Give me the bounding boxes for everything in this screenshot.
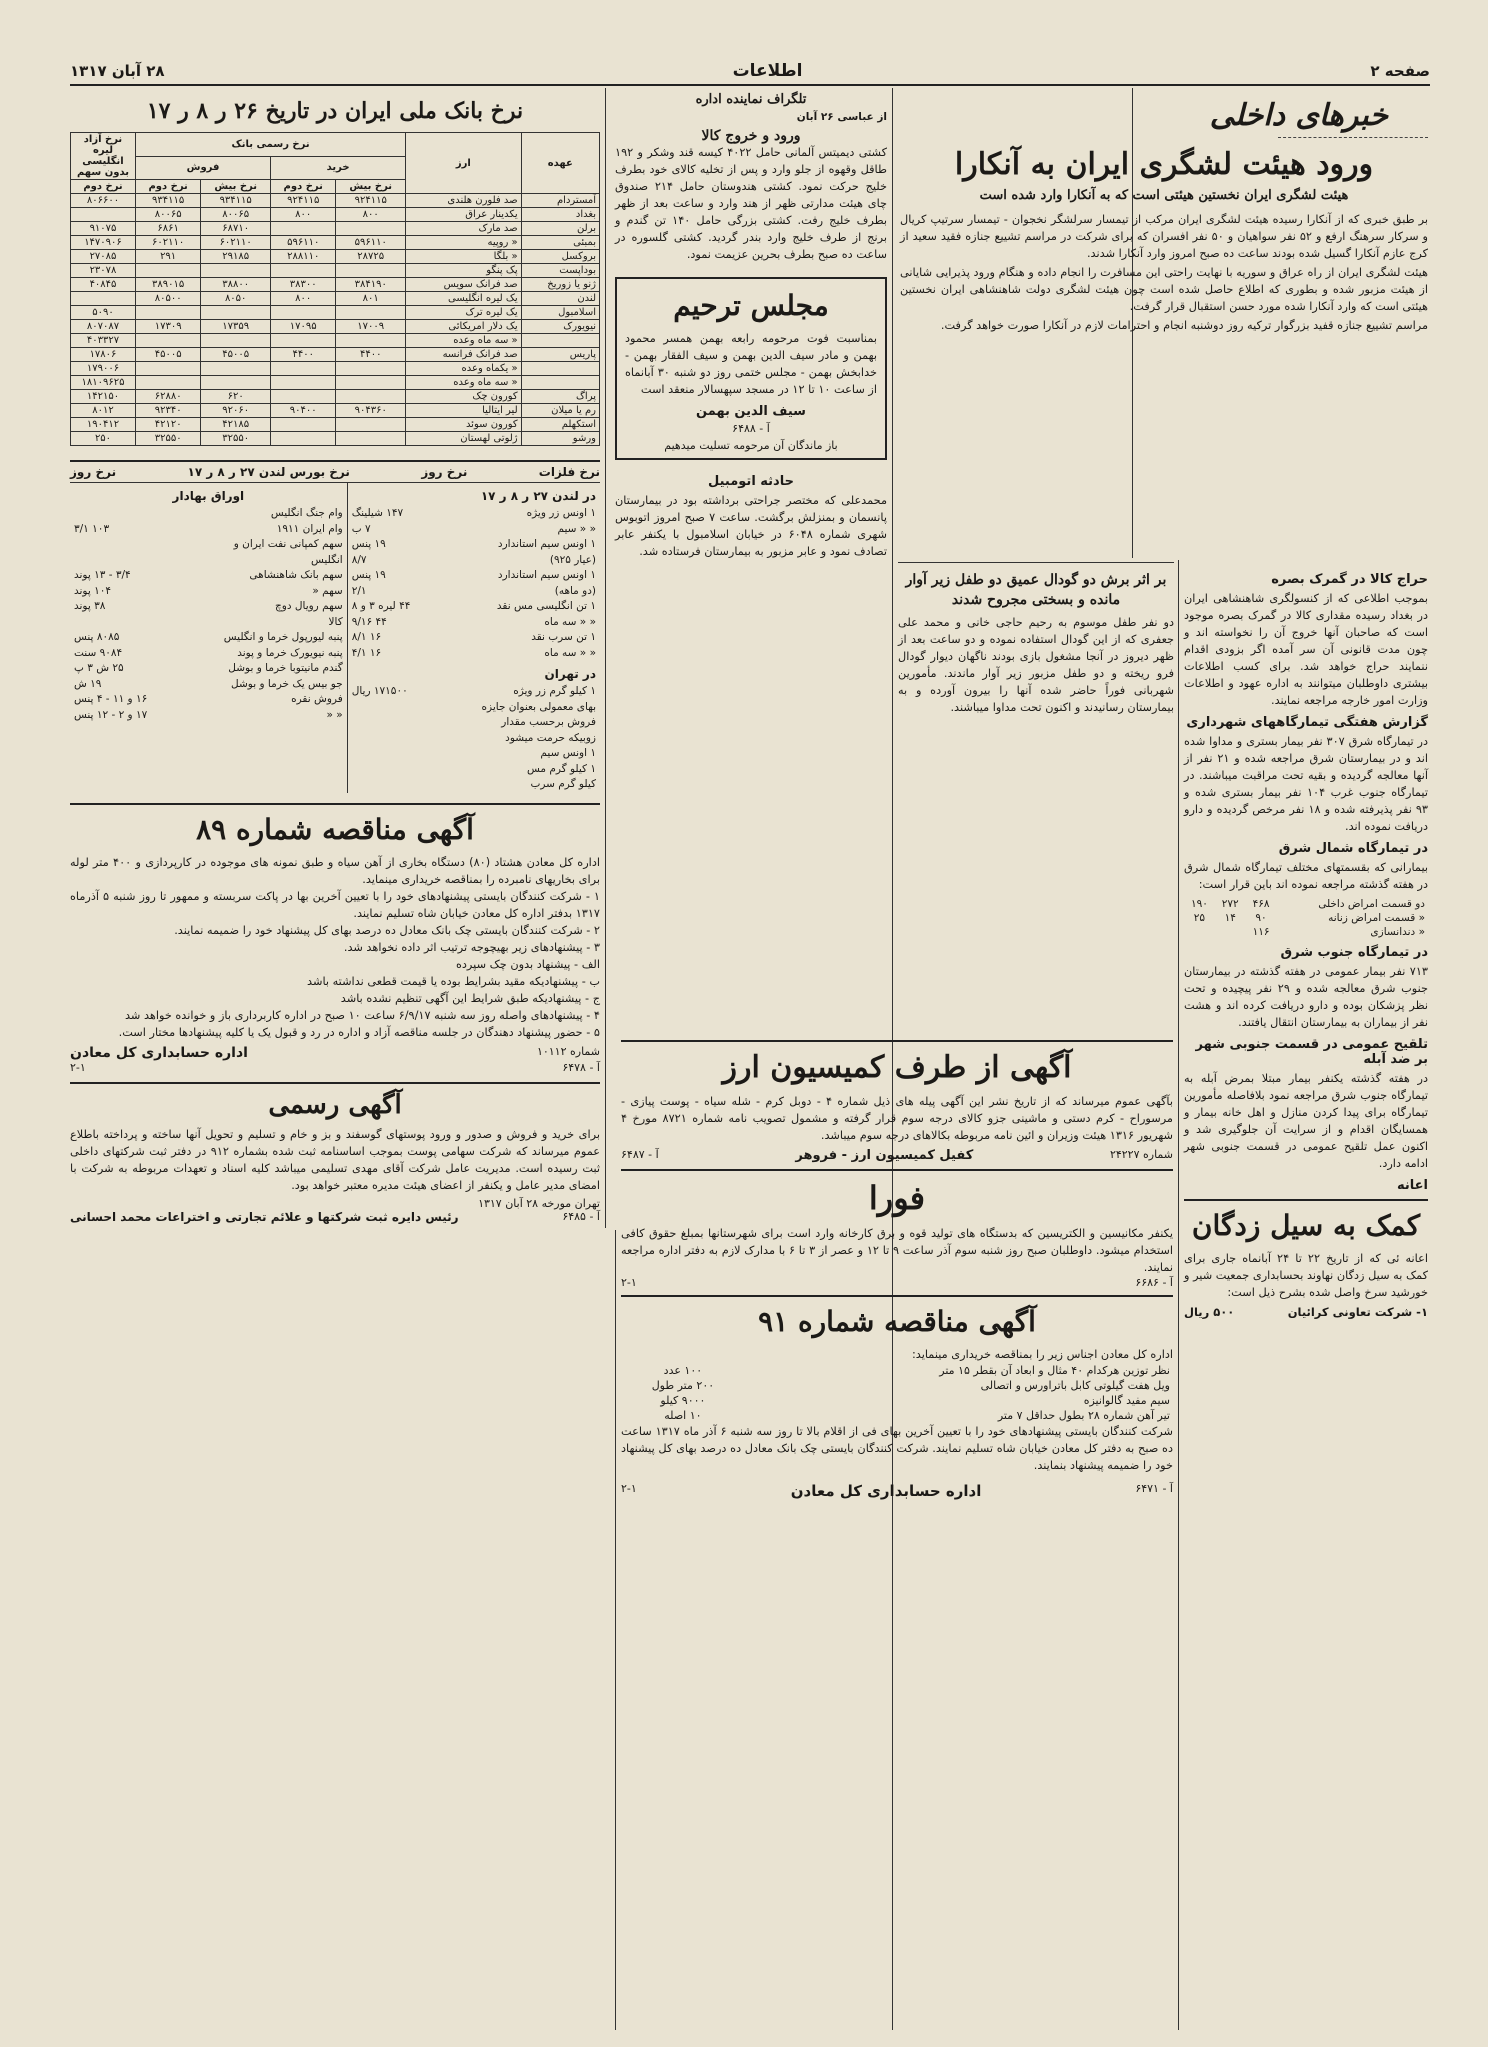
- list-item: سهم کمپانی نفت ایران و انگلیس: [233, 538, 343, 566]
- list-item: ب - پیشنهادیکه مقید بشرایط بوده یا قیمت قطعی نداشته باشد: [307, 974, 600, 988]
- table-cell: ۴۲۱۲۰: [136, 418, 201, 432]
- table-cell: ورشو: [521, 432, 599, 446]
- table-row: نرخ بیش نرخ دوم نرخ بیش نرخ دوم نرخ دوم: [71, 180, 600, 194]
- table-cell: نیویورک: [521, 320, 599, 334]
- table-cell: ۸۰۷۰۸۷: [71, 320, 136, 334]
- subsection-text: بموجب اطلاعی که از کنسولگری شاهنشاهی ایران در بغداد رسیده مقداری کالا در گمرک بصره موجود است که صاحبان آنها خروج آن را نخواسته اند و چون مدت قانونی آن سر آمده اگر بزودی اقدام ننمایند حراج خواهد شد. برای کسب اطلاعات بیشتری داوطلبان میتوانند به اداره عهود و اطلاعات وزارت امور خارجه مراجعه نمایند.: [1184, 592, 1428, 707]
- table-row: « قسمت امراض زنانه ۹۰ ۱۴ ۲۵: [1193, 912, 1425, 924]
- commission-ad: [621, 1040, 1173, 1163]
- tender91-title: آگهی مناقصه شماره ۹۱: [758, 1305, 1036, 1338]
- table-cell: [336, 306, 406, 320]
- table-row: [71, 348, 600, 362]
- table-cell: ۴۵۰۰۵: [136, 348, 201, 362]
- table-row: [71, 250, 600, 264]
- official-footer: آ - ۶۴۸۵ رئیس دایره ثبت شرکتها و علائم تجارتی و اختراعات محمد احسانی: [70, 1209, 600, 1224]
- metals-body: [70, 483, 600, 793]
- list-item: ۱ تن انگلیسی مس نقد ۴۴ لیره ۳ و ۸: [351, 600, 596, 612]
- table-cell: ۱۹۰۴۱۲: [71, 418, 136, 432]
- table-cell: ژنو یا زوریخ: [521, 278, 599, 292]
- table-cell: یک دلار امریکائی: [406, 320, 521, 334]
- table-cell: ۶۲۰: [201, 390, 271, 404]
- list-item: ۱ - شرکت کنندگان بایستی پیشنهادهای خود را با تعیین آخرین بها در پاکت سربسته و ممهور تا روز شنبه ۵ آذرماه ۱۳۱۷ بدفتر اداره کل معادن خیابان شاه تسلیم نمایند.: [70, 889, 600, 920]
- table-row: [71, 292, 600, 306]
- table-cell: [336, 390, 406, 404]
- table-cell: [271, 418, 336, 432]
- table-cell: ۹۰۴۰۰: [271, 404, 336, 418]
- urgent-text: یکنفر مکانیسین و الکتریسین که بدستگاه های تولید قوه و برق کارخانه وارد است برای شهرستانها بمبلغ حقوق کافی استخدام میشود. داوطلبان صبح روز شنبه سوم آذر ساعت ۹ تا ۱۲ و عصر از ۳ تا ۶ با مدارک لازم به دفتر اداره مراجعه نمایند.: [621, 1227, 1173, 1274]
- table-cell: [271, 376, 336, 390]
- commission-footer: شماره ۲۴۲۲۷ کفیل کمیسیون ارز - فروهر آ - ۶۴۸۷: [621, 1148, 1173, 1163]
- table-row: نظر توزین هرکدام ۴۰ مثال و ابعاد آن بقطر ۱۵ متر ۱۰۰ عدد: [663, 1364, 1170, 1377]
- tender89-ref: آ - ۶۴۷۸ ۲-۱: [70, 1060, 600, 1074]
- table-cell: [201, 362, 271, 376]
- table-cell: ۱۷۰۰۹: [336, 320, 406, 334]
- table-cell: ۲۷۰۸۵: [71, 250, 136, 264]
- table-cell: [336, 222, 406, 236]
- memorial-text: بمناسبت فوت مرحومه رابعه بهمن همسر محمود بهمن و مادر سیف الدین بهمن و سیف الفقار بهمن - خدابخش بهمن - مجلس ختمی روز دو شنبه ۳۰ آبانماه از ساعت ۱۰ تا ۱۲ در مسجد سپهسالار منعقد است: [625, 332, 877, 396]
- accident-text: دو نفر طفل موسوم به رحیم حاجی خانی و محمد علی جعفری که از این گودال استفاده نموده و دو ساعت بعد از ظهر دیروز در آنجا مشغول بازی بودند ناگهان دیوار گودال فرو ریخته و دو طفل مزبور زیر آوار ماندند. مأمورین شهربانی فوراً حاضر شده آنها را بیرون آورده و به بیمارستان رسانیدند و اکنون تحت مداوا میباشند.: [898, 616, 1174, 714]
- table-cell: ۵۹۶۱۱۰: [336, 236, 406, 250]
- table-row: [71, 208, 600, 222]
- table-cell: ۹۲۴۱۱۵: [271, 194, 336, 208]
- table-cell: [521, 376, 599, 390]
- table-cell: [521, 362, 599, 376]
- column-rule: [605, 88, 606, 1228]
- urgent-footer: آ - ۶۶۸۶ ۲-۱: [621, 1276, 1173, 1289]
- list-item: پنبه نیویورک خرما و پوند ۹۰۸۴ سنت: [74, 646, 343, 659]
- table-cell: ۲۵۰: [71, 432, 136, 446]
- list-item: ۱ اونس سیم: [540, 747, 596, 759]
- table-row: « دندانسازی ۱۱۶: [1252, 926, 1425, 938]
- table-cell: [136, 376, 201, 390]
- table-cell: کورون سوئد: [406, 418, 521, 432]
- aid-title: کمک به سیل زدگان: [1191, 1209, 1421, 1242]
- article-body: [900, 211, 1428, 334]
- masthead-paper: اطلاعات: [732, 61, 803, 81]
- london-metals: در لندن ۲۷ ر ۸ ر ۱۷ ۱ اونس زر ویژه ۱۴۷ شیلینگ « « سیم ۷ ب ۱ اونس سیم استاندارد ۱۹ پنس (عیار ۹۲۵) ۸/۷ ۱ اونس سیم استاندارد ۱۹ پنس (دو ماهه) ۲/۱ ۱ تن انگلیسی مس نقد ۴۴ لیره ۳ و ۸ « « سه ماه ۴۴ ۹/۱۶ ۱ تن سرب نقد ۱۶ ۸/۱ « « سه ماه ۱۶ ۴/۱ در تهران ۱ کیلو گرم زر ویژه ۱۷۱۵۰۰ ریال بهای معمولی بعنوان جایزه فروش برحسب مقدار زوبیکه حرمت میشود ۱ اونس سیم ۱ کیلو گرم مس کیلو گرم سرب: [347, 483, 600, 793]
- list-item: ۲ - شرکت کنندگان بایستی چک بانک معادل ده درصد بهای کل پیشنهاد خود را ضمیمه نمایند.: [174, 923, 600, 937]
- rates-column: [70, 92, 600, 2030]
- table-cell: ۴۲۱۸۵: [201, 418, 271, 432]
- table-row: [71, 264, 600, 278]
- table-cell: [271, 432, 336, 446]
- table-cell: ۹۳۴۱۱۵: [136, 194, 201, 208]
- rates-title: نرخ بانک ملی ایران در تاریخ ۲۶ ر ۸ ر ۱۷: [146, 98, 524, 124]
- commission-text: بآگهی عموم میرساند که از تاریخ نشر این آگهی پیله های ذیل شماره ۴ - دوبل کرم - شله سیاه - پوست پیازی - مرسوراح - کرم دستی و ماشینی جزو کالای درجه سوم قرار گرفته و مشمول تصویب نامه شماره ۸۷۲۱ مورخ ۴ شهریور ۱۳۱۶ هیئت وزیران و ائین نامه مربوطه بکالاهای درجه سوم میباشد.: [621, 1095, 1173, 1142]
- table-cell: رم یا میلان: [521, 404, 599, 418]
- subsection-title: در تیمارگاه شمال شرق: [1278, 841, 1428, 856]
- commission-title: آگهی از طرف کمیسیون ارز: [722, 1050, 1072, 1085]
- tender91-intro: اداره کل معادن اجناس زیر را بمناقصه خریداری مینماید:: [911, 1348, 1173, 1361]
- table-row: [71, 222, 600, 236]
- list-item: وام جنگ انگلیس: [270, 507, 343, 519]
- table-cell: [136, 334, 201, 348]
- memorial-ref: آ - ۶۴۸۸: [732, 422, 770, 435]
- aid-text: اعانه ئی که از تاریخ ۲۲ تا ۲۴ آبانماه جاری برای کمک به سیل زدگان نهاوند بحسابداری جمعیت شیر و خورشید سرخ واصل شده بشرح ذیل است:: [1184, 1252, 1428, 1299]
- table-cell: بروکسل: [521, 250, 599, 264]
- table-cell: ۵۹۶۱۱۰: [271, 236, 336, 250]
- table-cell: ۵۰۹۰: [71, 306, 136, 320]
- telegram-text: کشتی دیمیتس آلمانی حامل ۴۰۲۲ کیسه قند وشکر و ۱۹۲ طاقل وقهوه از جلو وارد و پس از تخلیه کالای خود بطرف خلیج حرکت نمود. کشتی هندوستان حامل ۲۱۴ صندوق چای هیئت مدارتی ظهر از هند وارد و ساعت بعد از ظهر بطرف خلیج رفت. کشتی بزرگی حامل ۱۴۰ تن گندم و برنج از طرف خلیج وارد بندر گردید. کشتی گلسوره در ساعت ده صبح بطرف بحرین عزیمت نمود.: [615, 146, 887, 261]
- table-cell: ۶۸۷۱۰: [201, 222, 271, 236]
- list-item: ۴ - پیشنهادهای واصله روز سه شنبه ۶/۹/۱۷ ساعت ۱۰ صبح در اداره کاربرداری باز و خوانده خواهد شد: [124, 1008, 600, 1022]
- subsection-title: در تیمارگاه جنوب شرق: [1280, 945, 1428, 960]
- table-cell: ۱۷۹۰۰۶: [71, 362, 136, 376]
- table-cell: ۳۸۴۱۹۰: [336, 278, 406, 292]
- table-cell: بوداپست: [521, 264, 599, 278]
- tender89-ad: [70, 803, 600, 1074]
- subsection-text: ۷۱۳ نفر بیمار عمومی در هفته گذشته در بیمارستان جنوب شرق معالجه شده و ۲۹ نفر پیچیده و تحت نظر پزشکان بوده و دارو دریافت کرده اند و هشت نفر از بیماران به بیمارستان انتقال یافتند.: [1184, 965, 1428, 1029]
- table-cell: [336, 362, 406, 376]
- table-cell: [136, 306, 201, 320]
- telegram-heading: ورود و خروج کالا: [701, 128, 801, 144]
- list-item: فروش برحسب مقدار: [501, 716, 596, 728]
- list-item: سهم « ۱۰۴ پوند: [74, 584, 343, 597]
- list-item: گندم مانیتوبا خرما و بوشل ۲۵ ش ۳ پ: [74, 662, 343, 674]
- table-cell: ۲۸۷۲۵: [336, 250, 406, 264]
- list-item: ۱ کیلو گرم زر ویژه ۱۷۱۵۰۰ ریال: [351, 685, 596, 697]
- rates-table: [70, 132, 600, 446]
- table-cell: [271, 264, 336, 278]
- table-cell: صد فلورن هلندی: [406, 194, 521, 208]
- table-cell: ۱۴۲۱۵۰: [71, 390, 136, 404]
- table-cell: [336, 264, 406, 278]
- list-item: کیلو گرم سرب: [530, 778, 596, 790]
- table-cell: ۴۴۰۰: [271, 348, 336, 362]
- table-cell: یک لیره ترک: [406, 306, 521, 320]
- list-item: ۱ اونس زر ویژه ۱۴۷ شیلینگ: [351, 507, 596, 519]
- paragraph: مراسم تشییع جنازه قفید بزرگوار ترکیه روز دوشنبه انجام و احترامات لازم در آنکارا صورت خواهد گرفت.: [940, 319, 1428, 332]
- table-cell: ۸۰۵۰: [201, 292, 271, 306]
- accident2-text: محمدعلی که مختصر جراحتی برداشته بود در بیمارستان پانسمان و بمنزلش برگشت. ساعت ۷ صبح امروز اتوبوس شهری شماره ۶۰۴۸ در خیابان اسلامبول با یکنفر عابر تصادف نمود و عابر مزبور به بیمارستان فرستاده شد.: [615, 494, 888, 558]
- table-row: [71, 404, 600, 418]
- telegram-title: تلگراف نماینده اداره: [695, 92, 807, 107]
- table-cell: ۱۷۰۹۵: [271, 320, 336, 334]
- tender89-title: آگهی مناقصه شماره ۸۹: [196, 812, 474, 846]
- table-cell: [271, 306, 336, 320]
- paragraph: بر طبق خبری که از آنکارا رسیده هیئت لشگری ایران مرکب از تیمسار سرلشگر نخجوان - تیمسار سرتیپ کریال و سرکار سرهنگ ارفع و ۵۲ نفر سواهیان و ۵۰ نفر افسران که برای شرکت در مراسم تشییع جنازه فقید سعید از کرج عازم آنکارا گسیل شده بودند ساعت ده صبح امروز وارد آنکارا شدند.: [900, 213, 1428, 260]
- table-cell: ۴۰۸۴۵: [71, 278, 136, 292]
- table-cell: ۲۹۱: [136, 250, 201, 264]
- table-cell: [336, 418, 406, 432]
- headline: ورود هیئت لشگری ایران به آنکارا: [954, 147, 1374, 182]
- table-row: [71, 362, 600, 376]
- list-item: ۳ - پیشنهادهای زیر بهیچوجه ترتیب اثر داده نخواهد شد.: [343, 940, 600, 954]
- table-cell: [136, 264, 201, 278]
- table-cell: ژلوتی لهستان: [406, 432, 521, 446]
- table-cell: [521, 334, 599, 348]
- table-cell: صد فرانک فرانسه: [406, 348, 521, 362]
- table-cell: « یکماه وعده: [406, 362, 521, 376]
- divider: [1278, 137, 1428, 138]
- accident-title: بر اثر برش دو گودال عمیق دو طفل زیر آوار مانده و بسختی مجروح شدند: [905, 572, 1167, 608]
- table-row: [71, 334, 600, 348]
- list-item: وام ایران ۱۹۱۱ ۱۰۳ ۳/۱: [74, 522, 343, 535]
- table-row: [71, 432, 600, 446]
- table-cell: [71, 292, 136, 306]
- table-cell: یک لیره انگلیسی: [406, 292, 521, 306]
- center-ads: [621, 1040, 1173, 2030]
- table-row: [71, 376, 600, 390]
- table-cell: ۲۸۸۱۱۰: [271, 250, 336, 264]
- table-cell: ۱۷۳۵۹: [201, 320, 271, 334]
- list-item: بهای معمولی بعنوان جایزه: [481, 700, 596, 713]
- list-item: ۱ اونس سیم استاندارد ۱۹ پنس: [351, 538, 596, 550]
- table-cell: « سه ماه وعده: [406, 376, 521, 390]
- list-item: کالا: [328, 615, 343, 628]
- list-item: « « سه ماه ۴۴ ۹/۱۶: [351, 615, 596, 628]
- list-item: جو بیس یک خرما و بوشل ۱۹ ش: [74, 677, 343, 690]
- list-item: « « ۱۷ و ۲ - ۱۲ پنس: [74, 708, 343, 721]
- table-row: دو قسمت امراض داخلی ۴۶۸ ۲۷۲ ۱۹۰: [1190, 898, 1425, 910]
- metals-header: نرخ فلزات نرخ روز نرخ بورس لندن ۲۷ ر ۸ ر ۱۷ نرخ روز: [70, 460, 600, 483]
- section-title: خبرهای داخلی: [1209, 98, 1388, 133]
- memorial-signer: سیف الدین بهمن: [696, 404, 806, 419]
- table-cell: ۸۰۵۰۰: [136, 292, 201, 306]
- table-cell: ۳۲۵۵۰: [201, 432, 271, 446]
- memorial-title: مجلس ترحیم: [673, 289, 829, 322]
- table-cell: [71, 208, 136, 222]
- official-ad: [70, 1082, 600, 1224]
- table-cell: [336, 432, 406, 446]
- table-cell: ۱۷۸۰۶: [71, 348, 136, 362]
- table-row: خرید فروش: [71, 156, 600, 180]
- rates-body: [71, 194, 600, 446]
- list-item: زوبیکه حرمت میشود: [505, 731, 596, 744]
- table-cell: ۴۰۳۳۲۷: [71, 334, 136, 348]
- table-cell: پاریس: [521, 348, 599, 362]
- urgent-title: فورا: [868, 1179, 926, 1217]
- table-cell: صد فرانک سویس: [406, 278, 521, 292]
- list-item: (عیار ۹۲۵) ۸/۷: [351, 553, 596, 566]
- table-row: [71, 194, 600, 208]
- masthead-page: صفحه ۲: [1370, 62, 1430, 80]
- table-cell: [201, 264, 271, 278]
- table-cell: ۶۲۸۸۰: [136, 390, 201, 404]
- table-cell: ۶۸۶۱: [136, 222, 201, 236]
- list-item: ۱ کیلو گرم مس: [526, 762, 596, 775]
- list-item: « « سه ماه ۱۶ ۴/۱: [351, 646, 596, 659]
- official-title: آگهی رسمی: [268, 1089, 402, 1120]
- list-item: ۱ اونس سیم استاندارد ۱۹ پنس: [351, 569, 596, 581]
- subsection-title: گزارش هفتگی تیمارگاههای شهرداری: [1186, 715, 1428, 730]
- table-cell: [271, 362, 336, 376]
- table-cell: [271, 334, 336, 348]
- table-row: عهده ارز نرخ رسمی بانک نرخ آزاد لیره انگلیسی بدون سهم: [71, 133, 600, 157]
- domestic-news-top: [900, 92, 1428, 562]
- list-item: سهم بانک شاهنشاهی ۳/۴ - ۱۳ پوند: [74, 569, 343, 581]
- table-cell: ۸۰۰: [336, 208, 406, 222]
- stats-table: [1184, 897, 1428, 939]
- table-cell: ۹۱۰۷۵: [71, 222, 136, 236]
- table-cell: ۴۴۰۰: [336, 348, 406, 362]
- table-row: [71, 306, 600, 320]
- table-cell: [336, 334, 406, 348]
- table-cell: ۸۰۱۲: [71, 404, 136, 418]
- table-row: [71, 418, 600, 432]
- list-item: سهم رویال دوچ ۳۸ پوند: [74, 600, 343, 612]
- table-cell: پراگ: [521, 390, 599, 404]
- subsection-text: در تیمارگاه شرق ۳۰۷ نفر بیمار بستری و مداوا شده اند و در بیمارستان شرق مراجعه شده و ۲۱ نفر از آنها معالجه گردیده و بقیه تحت مراقبت میباشند. در تیمارگاه جنوب غرب ۱۰۴ نفر بیمار بستری شده و ۹۳ نفر پذیرفته شده و ۱۸ نفر مرخص گردیده و دارو دریافت نموده اند.: [1184, 735, 1428, 833]
- urgent-ad: [621, 1169, 1173, 1289]
- table-cell: [201, 306, 271, 320]
- table-cell: یکدینار عراق: [406, 208, 521, 222]
- table-cell: ۲۳۰۷۸: [71, 264, 136, 278]
- subsection-text: در هفته گذشته یکنفر بیمار مبتلا بمرض آبله به تیمارگاه جنوب شرق مراجعه نمود بلافاصله مأمورین تیمارگاه برای پیدا کردن منازل و اهل خانه بیمار و همسایگان اقدام و از سرایت آن جلوگیری شد و اکنون عمل تلقیح عمومی در قسمت جنوبی شهر ادامه دارد.: [1184, 1072, 1428, 1170]
- table-cell: « بلگا: [406, 250, 521, 264]
- table-cell: ۹۲۰۶۰: [201, 404, 271, 418]
- table-row: ویل هفت گیلوتی کابل باتراورس و اتصالی ۲۰۰ متر طول: [651, 1379, 1170, 1392]
- table-cell: استکهلم: [521, 418, 599, 432]
- list-item: ج - پیشنهادیکه طبق شرایط این آگهی تنظیم نشده باشد: [340, 991, 600, 1005]
- list-item: پنبه لیورپول خرما و انگلیس ۸۰۸۵ پنس: [74, 631, 343, 643]
- subsection-title: اعانه: [1397, 1178, 1428, 1193]
- table-cell: [271, 390, 336, 404]
- table-cell: ۴۵۰۰۵: [201, 348, 271, 362]
- tender89-text: اداره کل معادن هشتاد (۸۰) دستگاه بخاری از آهن سیاه و طبق نمونه های موجوده در کارپردازی و ۴۰۰ متر لوله برای بخاریهای نامبرده را بمناقصه خریداری مینماید.: [70, 855, 600, 886]
- table-cell: ۸۰۶۶۰۰: [71, 194, 136, 208]
- tender89-footer: شماره ۱۰۱۱۲ اداره حسابداری کل معادن: [70, 1044, 600, 1061]
- telegram-dateline: از عباسی ۲۶ آبان: [796, 111, 887, 123]
- subsection-title: تلقیح عمومی در قسمت جنوبی شهر بر ضد آبله: [1195, 1037, 1428, 1067]
- table-cell: اسلامبول: [521, 306, 599, 320]
- table-cell: ۹۳۴۱۱۵: [201, 194, 271, 208]
- list-item: (دو ماهه) ۲/۱: [351, 584, 596, 597]
- table-cell: ۹۲۳۴۰: [136, 404, 201, 418]
- table-cell: ۳۸۸۰۰: [201, 278, 271, 292]
- table-row: [71, 320, 600, 334]
- table-cell: برلن: [521, 222, 599, 236]
- table-row: سیم مفید گالوانیزه ۹۰۰۰ کیلو: [660, 1394, 1170, 1407]
- paragraph: هیئت لشگری ایران از راه عراق و سوریه با نهایت راحتی این مسافرت را انجام داده و هنگام ورود پذیرایی شایانی از هیئت مزبور شده و بطوری که اطلاع حاصل شده است چون هیئت لشگری دولت شاهنشاهی ایران نخستین هیئتی است که وارد آنکارا شده مورد حسن استقبال قرار گرفت.: [900, 266, 1428, 313]
- subsection-text: بیمارانی که بقسمتهای مختلف تیمارگاه شمال شرق در هفته گذشته مراجعه نموده اند باین قرار است:: [1184, 861, 1428, 891]
- tender91-footer: آ - ۶۴۷۱ اداره حسابداری کل معادن ۲-۱: [621, 1482, 1173, 1500]
- masthead-date: ۲۸ آبان ۱۳۱۷: [70, 62, 165, 80]
- table-row: تیر آهن شماره ۲۸ بطول حداقل ۷ متر ۱۰ اصله: [664, 1409, 1170, 1422]
- table-cell: ۲۹۱۸۵: [201, 250, 271, 264]
- table-cell: لیر ایتالیا: [406, 404, 521, 418]
- table-cell: ۳۸۹۰۱۵: [136, 278, 201, 292]
- table-cell: ۱۷۳۰۹: [136, 320, 201, 334]
- table-cell: « سه ماه وعده: [406, 334, 521, 348]
- table-cell: ۶۰۲۱۱۰: [136, 236, 201, 250]
- table-cell: ۸۰۰: [271, 292, 336, 306]
- table-row: [71, 278, 600, 292]
- table-cell: صد مارک: [406, 222, 521, 236]
- divider: [898, 562, 1174, 563]
- table-cell: پک پنگو: [406, 264, 521, 278]
- table-cell: ۹۲۴۱۱۵: [336, 194, 406, 208]
- aid-box: [1184, 1199, 1428, 1319]
- column-rule: [1178, 560, 1179, 2030]
- tender91-conditions: شرکت کنندگان بایستی پیشنهادهای خود را با تعیین آخرین بهای فی از اقلام بالا تا روز سه شنبه ۶ آذر ماه ۱۳۱۷ ساعت ده صبح به دفتر کل معادن خیابان شاه تسلیم نمایند. شرکت کنندگان بایستی چک بانک معادل ده درصد بهای کل پیشنهاد خود را ضمیمه پیشنهاد بنمایند.: [621, 1425, 1174, 1472]
- table-cell: ۱۸۱۰۹۶۲۵: [71, 376, 136, 390]
- table-cell: ۸۰۰: [271, 208, 336, 222]
- masthead: [70, 58, 1430, 86]
- table-cell: بغداد: [521, 208, 599, 222]
- memorial-foot: باز ماندگان آن مرحومه تسلیت میدهیم: [664, 439, 838, 452]
- list-item: ۱ تن سرب نقد ۱۶ ۸/۱: [351, 631, 596, 643]
- table-cell: « روپیه: [406, 236, 521, 250]
- table-cell: [336, 376, 406, 390]
- table-cell: لندن: [521, 292, 599, 306]
- table-cell: [136, 362, 201, 376]
- tender91-items: [621, 1363, 1173, 1423]
- table-cell: ۹۰۴۳۶۰: [336, 404, 406, 418]
- official-text: برای خرید و فروش و صدور و ورود پوستهای گوسفند و بز و خام و تسلیم و تحویل آنها ساخته و پرداخته باطلاع عموم میرساند که شرکت سهامی پوست بموجب اساسنامه ثبت شده بشماره ۹۱۲ در دفتر ثبت شرکتهای داخلی ثبت رسیده است. مدیریت عامل شرکت آقای مهدی تسلیمی میباشد کلیه اسناد و تعهدات مربوطه به شرکت با امضای مدیر عامل و یکنفر از اعضای هیئت مدیره معتبر خواهد بود.: [70, 1127, 600, 1192]
- list-item: فروش نقره ۱۶ و ۱۱ - ۴ پنس: [74, 693, 343, 705]
- table-row: [71, 390, 600, 404]
- list-item: الف - پیشنهاد بدون چک سپرده: [455, 957, 600, 971]
- aid-line: ۱- شرکت تعاونی کرائیان ۵۰۰ ریال: [1184, 1305, 1428, 1319]
- list-item: ۵ - حضور پیشنهاد دهندگان در جلسه مناقصه آزاد و اداره در رد و قبول یک یا کلیه پیشنهادها مختار است.: [118, 1025, 600, 1039]
- table-cell: ۸۰۰۶۵: [136, 208, 201, 222]
- domestic-news-bottom: [1184, 566, 1428, 2030]
- table-cell: ۸۰۱: [336, 292, 406, 306]
- table-cell: ۸۰۰۶۵: [201, 208, 271, 222]
- table-cell: ۳۸۳۰۰: [271, 278, 336, 292]
- table-cell: آمستردام: [521, 194, 599, 208]
- table-cell: ۶۰۲۱۱۰: [201, 236, 271, 250]
- table-cell: ۳۲۵۵۰: [136, 432, 201, 446]
- official-date: تهران مورخه ۲۸ آبان ۱۳۱۷: [478, 1196, 600, 1210]
- table-row: [71, 236, 600, 250]
- securities: اوراق بهادار وام جنگ انگلیس وام ایران ۱۹۱۱ ۱۰۳ ۳/۱ سهم کمپانی نفت ایران و انگلیس سهم بانک شاهنشاهی ۳/۴ - ۱۳ پوند سهم « ۱۰۴ پوند سهم رویال دوچ ۳۸ پوند کالا پنبه لیورپول خرما و انگلیس ۸۰۸۵ پنس پنبه نیویورک خرما و پوند ۹۰۸۴ سنت گندم مانیتوبا خرما و بوشل ۲۵ ش ۳ پ جو بیس یک خرما و بوشل ۱۹ ش فروش نقره ۱۶ و ۱۱ - ۴ پنس « « ۱۷ و ۲ - ۱۲ پنس: [70, 483, 347, 793]
- table-cell: [201, 334, 271, 348]
- tender91-ad: [621, 1295, 1173, 1500]
- subhead: هیئت لشگری ایران نخستین هیئتی است که به آنکارا وارد شده است: [979, 188, 1349, 203]
- table-cell: کورون چک: [406, 390, 521, 404]
- table-cell: [271, 222, 336, 236]
- accident2-title: حادثه اتومبیل: [708, 474, 794, 489]
- list-item: « « سیم ۷ ب: [351, 522, 596, 535]
- subsection-title: حراج کالا در گمرک بصره: [1271, 572, 1428, 587]
- table-cell: ۱۴۷۰۹۰۶: [71, 236, 136, 250]
- memorial-box: [615, 277, 887, 460]
- table-cell: بمبئی: [521, 236, 599, 250]
- table-cell: [201, 376, 271, 390]
